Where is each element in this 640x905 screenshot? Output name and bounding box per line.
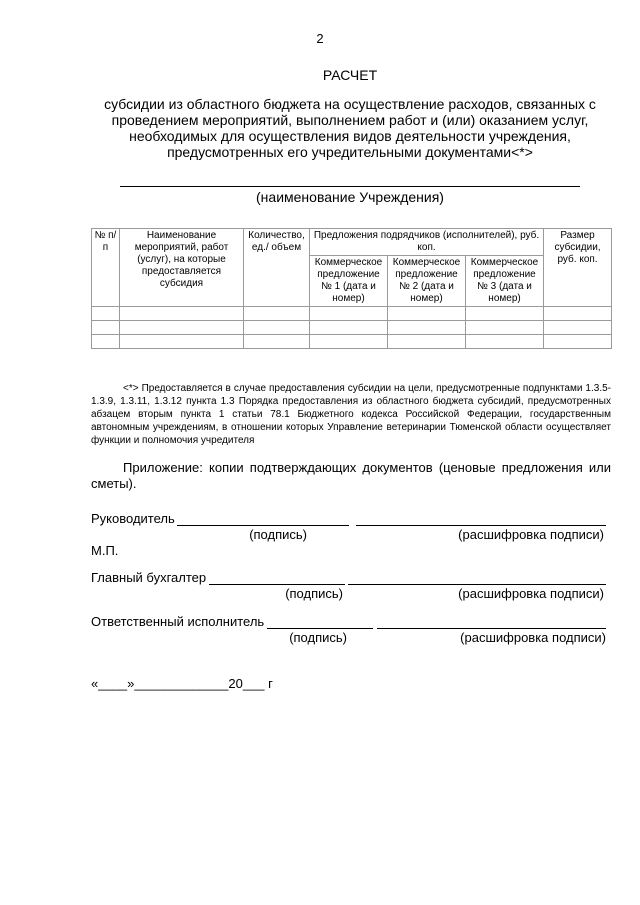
- table-cell[interactable]: [310, 335, 388, 349]
- table-cell[interactable]: [92, 321, 120, 335]
- responsible-label: Ответственный исполнитель: [91, 614, 265, 629]
- responsible-decoding-line[interactable]: [377, 628, 606, 629]
- header-number: № п/п: [92, 229, 120, 307]
- table-cell[interactable]: [92, 335, 120, 349]
- signature-caption: (подпись): [249, 527, 307, 542]
- table-cell[interactable]: [466, 321, 544, 335]
- subtitle-line: необходимых для осуществления видов деятельности учреждения,: [129, 128, 571, 144]
- table-cell[interactable]: [388, 321, 466, 335]
- header-name: Наименование мероприятий, работ (услуг), на которые предоставляется субсидия: [120, 229, 244, 307]
- subtitle-line: предусмотренных его учредительными документами<*>: [167, 144, 533, 160]
- table-cell[interactable]: [466, 307, 544, 321]
- date-line: «____»_____________20___ г: [91, 676, 273, 691]
- document-subtitle: [90, 96, 610, 160]
- table-cell[interactable]: [244, 321, 310, 335]
- header-amount: Размер субсидии, руб. коп.: [544, 229, 612, 307]
- table-cell[interactable]: [388, 307, 466, 321]
- director-decoding-line[interactable]: [356, 525, 606, 526]
- decoding-caption: (расшифровка подписи): [458, 527, 604, 542]
- signature-caption: (подпись): [285, 586, 343, 601]
- appendix-note: Приложение: копии подтверждающих документов (ценовые предложения или сметы).: [91, 460, 611, 491]
- table-cell[interactable]: [120, 335, 244, 349]
- calculation-table: [91, 228, 612, 349]
- table-cell[interactable]: [244, 307, 310, 321]
- signature-caption: (подпись): [289, 630, 347, 645]
- header-quantity: Количество, ед./ объем: [244, 229, 310, 307]
- director-signature-line[interactable]: [177, 525, 349, 526]
- subtitle-line: субсидии из областного бюджета на осуществление расходов, связанных с: [104, 96, 596, 112]
- accountant-signature-line[interactable]: [209, 584, 345, 585]
- table-cell[interactable]: [388, 335, 466, 349]
- subtitle-line: проведением мероприятий, выполнением работ и (или) оказанием услуг,: [111, 112, 589, 128]
- table-cell[interactable]: [544, 335, 612, 349]
- director-label: Руководитель: [91, 511, 175, 526]
- table-row: [92, 321, 612, 335]
- accountant-decoding-line[interactable]: [348, 584, 606, 585]
- table-cell[interactable]: [244, 335, 310, 349]
- decoding-caption: (расшифровка подписи): [458, 586, 604, 601]
- header-offer-1: Коммерческое предложение № 1 (дата и номер): [310, 256, 388, 307]
- accountant-label: Главный бухгалтер: [91, 570, 207, 585]
- header-offer-2: Коммерческое предложение № 2 (дата и номер): [388, 256, 466, 307]
- decoding-caption: (расшифровка подписи): [460, 630, 606, 645]
- seal-label: М.П.: [91, 543, 119, 558]
- table-cell[interactable]: [120, 321, 244, 335]
- page-number: 2: [316, 31, 324, 46]
- table-row: [92, 335, 612, 349]
- responsible-signature-line[interactable]: [267, 628, 373, 629]
- table-row: [92, 307, 612, 321]
- organization-name-line: [120, 186, 580, 187]
- table-cell[interactable]: [466, 335, 544, 349]
- table-cell[interactable]: [544, 307, 612, 321]
- organization-caption: (наименование Учреждения): [256, 189, 444, 205]
- table-cell[interactable]: [120, 307, 244, 321]
- table-cell[interactable]: [310, 307, 388, 321]
- table-cell[interactable]: [310, 321, 388, 335]
- document-title: РАСЧЕТ: [322, 67, 378, 83]
- table-cell[interactable]: [544, 321, 612, 335]
- header-offer-3: Коммерческое предложение № 3 (дата и номер): [466, 256, 544, 307]
- table-cell[interactable]: [92, 307, 120, 321]
- footnote: <*> Предоставляется в случае предоставления субсидии на цели, предусмотренные подпунктами 1.3.5-1.3.9, 1.3.11, 1.3.12 пункта 1.3 Порядка предоставления из областного бюджета субсидий, предусмотренных абзацем вторым пункта 1 статьи 78.1 Бюджетного кодекса Российской Федерации, государственным автономным учреждениям, в отношении которых Управление ветеринарии Тюменской области осуществляет функции и полномочия учредителя: [91, 383, 611, 446]
- header-offers: Предложения подрядчиков (исполнителей), руб. коп.: [310, 229, 544, 256]
